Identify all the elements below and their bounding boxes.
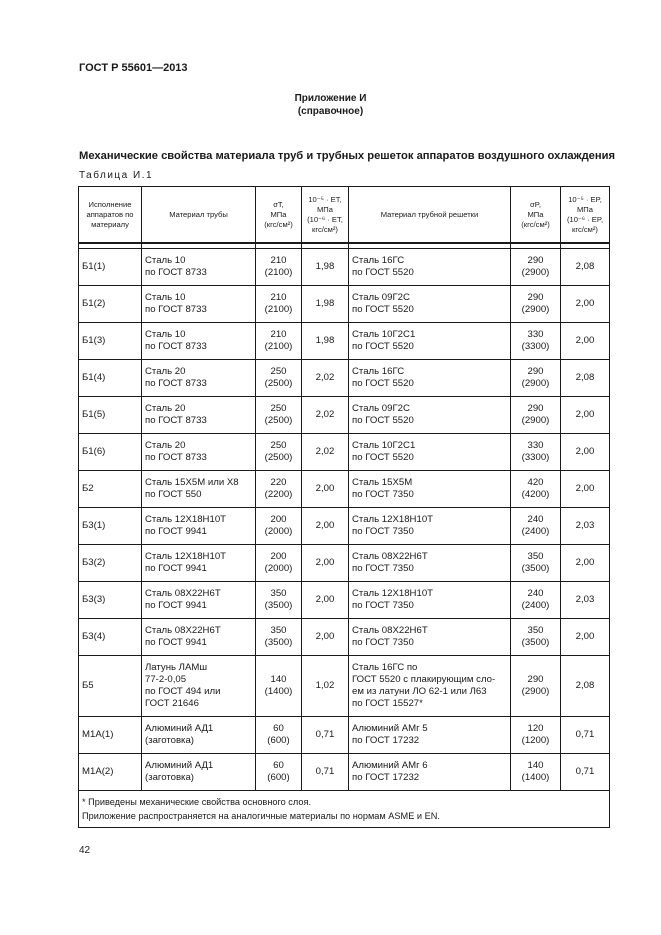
- cell-sigma-p: 140 (1400): [511, 754, 561, 791]
- cell-sigma-t: 60 (600): [256, 717, 302, 754]
- cell-execution: Б1(4): [79, 360, 142, 397]
- cell-sigma-t: 200 (2000): [256, 545, 302, 582]
- cell-e-p: 2,00: [561, 286, 610, 323]
- cell-sigma-p: 290 (2900): [511, 360, 561, 397]
- cell-e-p: 2,00: [561, 323, 610, 360]
- cell-sheet-material: Сталь 10Г2С1 по ГОСТ 5520: [349, 323, 511, 360]
- cell-e-t: 0,71: [302, 754, 349, 791]
- cell-e-t: 2,00: [302, 545, 349, 582]
- cell-e-t: 1,98: [302, 323, 349, 360]
- cell-sigma-t: 210 (2100): [256, 286, 302, 323]
- cell-e-t: 2,00: [302, 471, 349, 508]
- cell-execution: Б2: [79, 471, 142, 508]
- cell-sigma-t: 200 (2000): [256, 508, 302, 545]
- cell-execution: Б3(3): [79, 582, 142, 619]
- cell-execution: Б3(2): [79, 545, 142, 582]
- cell-e-p: 0,71: [561, 754, 610, 791]
- cell-sheet-material: Сталь 16ГС по ГОСТ 5520 с плакирующим сло- ем из латуни ЛО 62-1 или Л63 по ГОСТ 15527*: [349, 656, 511, 717]
- cell-sigma-t: 60 (600): [256, 754, 302, 791]
- appendix-note: (справочное): [297, 106, 364, 117]
- table-footnotes: [79, 791, 610, 828]
- cell-sigma-p: 290 (2900): [511, 249, 561, 286]
- cell-e-t: 1,02: [302, 656, 349, 717]
- table-row: [79, 656, 610, 717]
- col-execution: Исполнение аппаратов по материалу: [79, 187, 142, 244]
- page-number: 42: [79, 845, 91, 856]
- cell-tube-material: Сталь 20 по ГОСТ 8733: [142, 360, 256, 397]
- cell-execution: Б3(4): [79, 619, 142, 656]
- cell-sigma-t: 250 (2500): [256, 397, 302, 434]
- cell-e-p: 2,08: [561, 656, 610, 717]
- cell-tube-material: Латунь ЛАМш 77-2-0,05 по ГОСТ 494 или ГОСТ 21646: [142, 656, 256, 717]
- cell-sheet-material: Сталь 09Г2С по ГОСТ 5520: [349, 286, 511, 323]
- cell-sheet-material: Сталь 12Х18Н10Т по ГОСТ 7350: [349, 508, 511, 545]
- cell-execution: Б1(2): [79, 286, 142, 323]
- cell-tube-material: Сталь 10 по ГОСТ 8733: [142, 249, 256, 286]
- cell-sheet-material: Сталь 10Г2С1 по ГОСТ 5520: [349, 434, 511, 471]
- cell-tube-material: Сталь 20 по ГОСТ 8733: [142, 397, 256, 434]
- cell-tube-material: Сталь 12Х18Н10Т по ГОСТ 9941: [142, 545, 256, 582]
- cell-sigma-t: 220 (2200): [256, 471, 302, 508]
- cell-tube-material: Сталь 20 по ГОСТ 8733: [142, 434, 256, 471]
- cell-sheet-material: Алюминий АМг 6 по ГОСТ 17232: [349, 754, 511, 791]
- appendix-heading: [0, 92, 661, 118]
- properties-table: [78, 186, 610, 828]
- table-row: [79, 508, 610, 545]
- cell-e-p: 2,03: [561, 582, 610, 619]
- cell-sigma-p: 290 (2900): [511, 286, 561, 323]
- cell-sigma-p: 290 (2900): [511, 656, 561, 717]
- table-row: [79, 471, 610, 508]
- cell-sigma-p: 420 (4200): [511, 471, 561, 508]
- table-row: [79, 717, 610, 754]
- cell-sigma-t: 250 (2500): [256, 360, 302, 397]
- cell-sheet-material: Сталь 09Г2С по ГОСТ 5520: [349, 397, 511, 434]
- table-caption: Таблица И.1: [79, 170, 154, 181]
- footnote: * Приведены механические свойства основного слоя.: [82, 797, 312, 807]
- cell-e-p: 2,00: [561, 397, 610, 434]
- cell-e-t: 1,98: [302, 249, 349, 286]
- table-row: [79, 582, 610, 619]
- cell-tube-material: Сталь 10 по ГОСТ 8733: [142, 286, 256, 323]
- col-sigma-p: σP, МПа (кгс/см²): [511, 187, 561, 244]
- cell-e-p: 2,00: [561, 471, 610, 508]
- cell-execution: Б1(6): [79, 434, 142, 471]
- cell-execution: Б1(5): [79, 397, 142, 434]
- table-row: [79, 754, 610, 791]
- section-title: Механические свойства материала труб и трубных решеток аппаратов воздушного охлаждения: [79, 150, 616, 162]
- cell-execution: М1А(1): [79, 717, 142, 754]
- cell-execution: Б1(1): [79, 249, 142, 286]
- cell-sigma-t: 210 (2100): [256, 249, 302, 286]
- cell-tube-material: Алюминий АД1 (заготовка): [142, 717, 256, 754]
- table-row: [79, 397, 610, 434]
- col-e-t: 10⁻⁵ · ET, МПа (10⁻⁶ · ET, кгс/см²): [302, 187, 349, 244]
- cell-execution: Б3(1): [79, 508, 142, 545]
- cell-sheet-material: Сталь 16ГС по ГОСТ 5520: [349, 249, 511, 286]
- cell-tube-material: Сталь 15Х5М или Х8 по ГОСТ 550: [142, 471, 256, 508]
- cell-sheet-material: Сталь 15Х5М по ГОСТ 7350: [349, 471, 511, 508]
- cell-sigma-t: 140 (1400): [256, 656, 302, 717]
- cell-e-t: 2,00: [302, 619, 349, 656]
- cell-sigma-t: 350 (3500): [256, 582, 302, 619]
- document-code: ГОСТ Р 55601—2013: [79, 62, 188, 74]
- cell-sigma-p: 240 (2400): [511, 508, 561, 545]
- cell-sheet-material: Сталь 08Х22Н6Т по ГОСТ 7350: [349, 545, 511, 582]
- cell-e-p: 2,03: [561, 508, 610, 545]
- cell-e-t: 2,00: [302, 582, 349, 619]
- cell-tube-material: Сталь 10 по ГОСТ 8733: [142, 323, 256, 360]
- cell-tube-material: Алюминий АД1 (заготовка): [142, 754, 256, 791]
- cell-e-p: 2,00: [561, 545, 610, 582]
- table-row: [79, 249, 610, 286]
- cell-sigma-p: 240 (2400): [511, 582, 561, 619]
- cell-sheet-material: Сталь 16ГС по ГОСТ 5520: [349, 360, 511, 397]
- cell-e-t: 2,02: [302, 434, 349, 471]
- cell-sigma-p: 350 (3500): [511, 619, 561, 656]
- cell-sigma-t: 250 (2500): [256, 434, 302, 471]
- col-e-p: 10⁻⁵ · EP, МПа (10⁻⁶ · EP, кгс/см²): [561, 187, 610, 244]
- cell-e-p: 2,00: [561, 619, 610, 656]
- cell-sigma-p: 330 (3300): [511, 323, 561, 360]
- col-sheet-material: Материал трубной решетки: [349, 187, 511, 244]
- cell-e-t: 1,98: [302, 286, 349, 323]
- cell-sheet-material: Сталь 12Х18Н10Т по ГОСТ 7350: [349, 582, 511, 619]
- cell-e-t: 2,02: [302, 360, 349, 397]
- cell-tube-material: Сталь 08Х22Н6Т по ГОСТ 9941: [142, 619, 256, 656]
- footnote: Приложение распространяется на аналогичные материалы по нормам ASME и EN.: [82, 811, 440, 821]
- cell-e-t: 2,00: [302, 508, 349, 545]
- cell-sigma-p: 330 (3300): [511, 434, 561, 471]
- cell-sheet-material: Алюминий АМг 5 по ГОСТ 17232: [349, 717, 511, 754]
- table-row: [79, 545, 610, 582]
- cell-e-t: 2,02: [302, 397, 349, 434]
- table-row: [79, 360, 610, 397]
- cell-tube-material: Сталь 12Х18Н10Т по ГОСТ 9941: [142, 508, 256, 545]
- cell-e-t: 0,71: [302, 717, 349, 754]
- table-row: [79, 434, 610, 471]
- table-row: [79, 619, 610, 656]
- table-header-row: [79, 187, 610, 244]
- cell-e-p: 2,00: [561, 434, 610, 471]
- appendix-title: Приложение И: [294, 93, 367, 104]
- cell-sigma-p: 120 (1200): [511, 717, 561, 754]
- cell-e-p: 2,08: [561, 249, 610, 286]
- cell-execution: М1А(2): [79, 754, 142, 791]
- cell-sigma-t: 350 (3500): [256, 619, 302, 656]
- col-sigma-t: σT, МПа (кгс/см²): [256, 187, 302, 244]
- cell-execution: Б1(3): [79, 323, 142, 360]
- cell-e-p: 2,08: [561, 360, 610, 397]
- cell-e-p: 0,71: [561, 717, 610, 754]
- cell-execution: Б5: [79, 656, 142, 717]
- col-tube-material: Материал трубы: [142, 187, 256, 244]
- cell-tube-material: Сталь 08Х22Н6Т по ГОСТ 9941: [142, 582, 256, 619]
- cell-sigma-t: 210 (2100): [256, 323, 302, 360]
- cell-sigma-p: 350 (3500): [511, 545, 561, 582]
- cell-sheet-material: Сталь 08Х22Н6Т по ГОСТ 7350: [349, 619, 511, 656]
- table-row: [79, 286, 610, 323]
- table-row: [79, 323, 610, 360]
- cell-sigma-p: 290 (2900): [511, 397, 561, 434]
